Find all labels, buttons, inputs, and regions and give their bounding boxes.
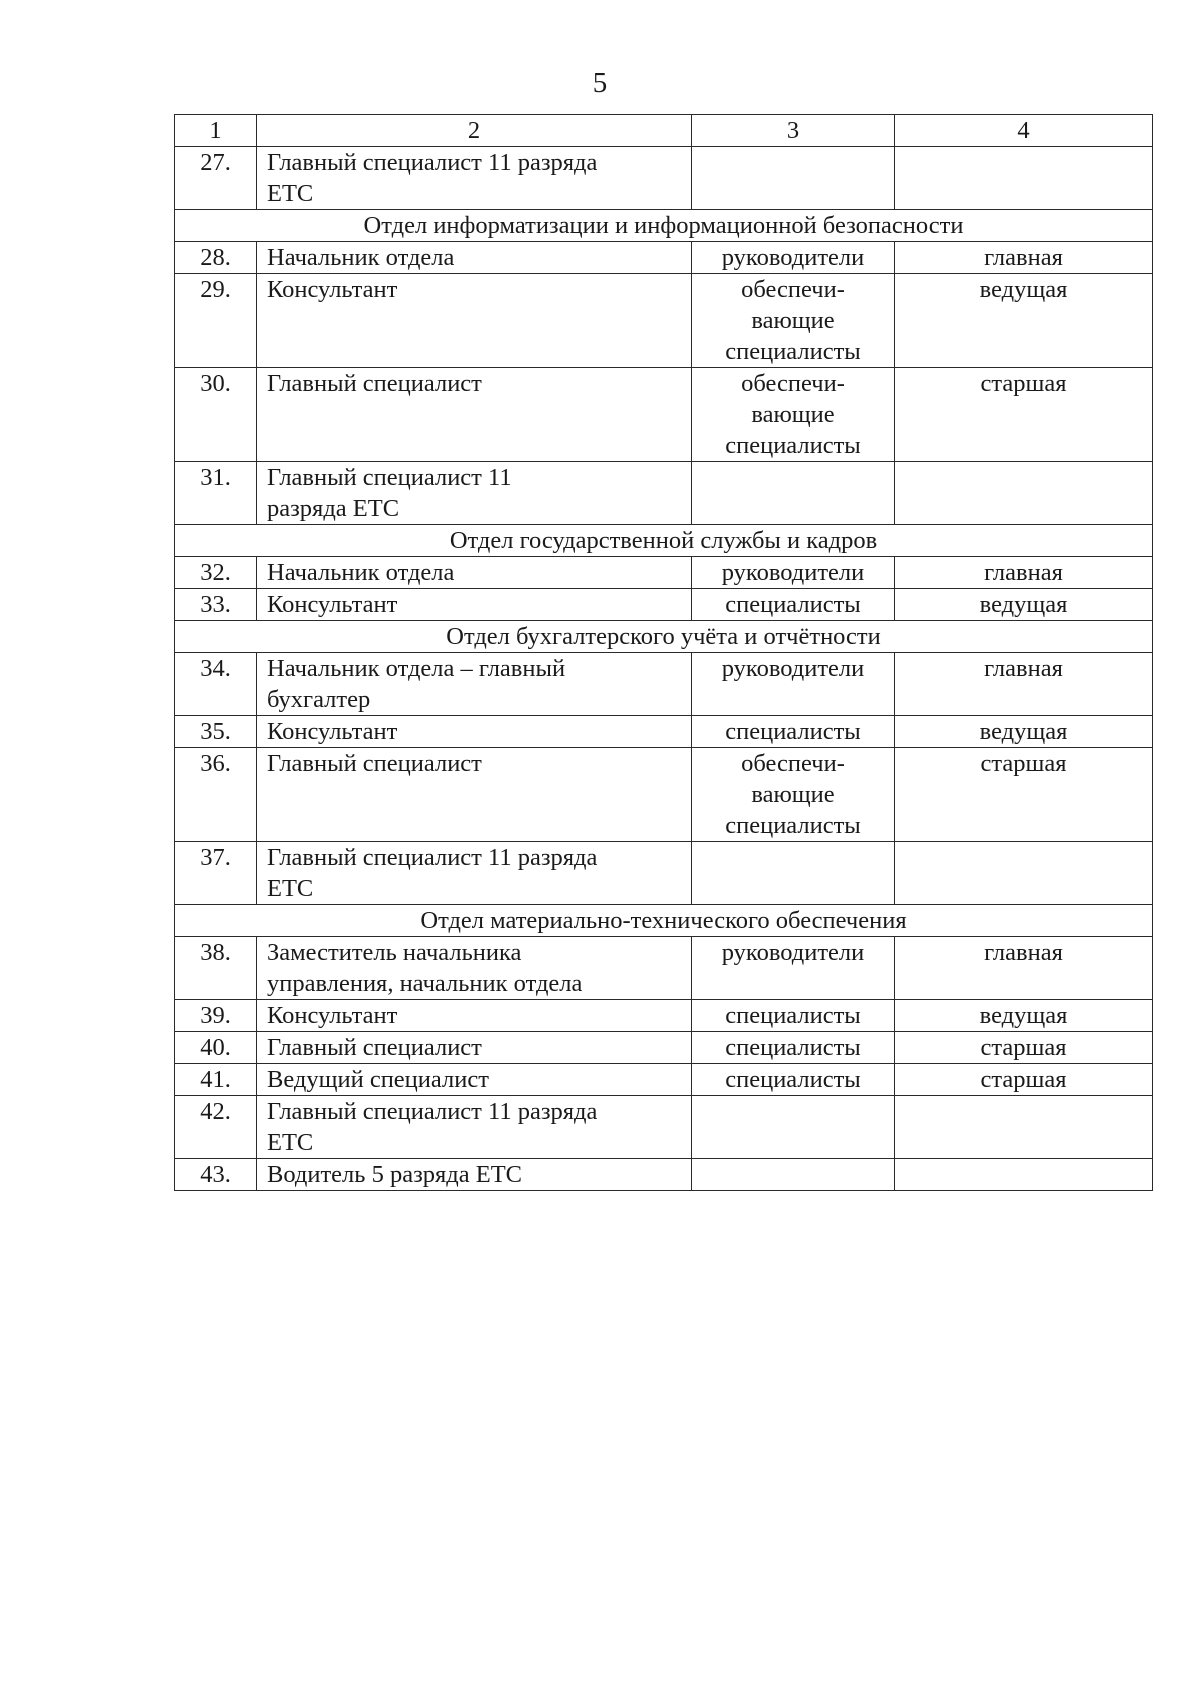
column-number-header-row [175,115,1153,147]
position-group-line: специалисты [725,432,861,459]
table-row [175,937,1153,1000]
position-title-line: Главный специалист [267,370,482,397]
position-title-line: ЕТС [267,875,314,902]
table-row [175,653,1153,716]
position-title [257,653,692,716]
position-title [257,589,692,621]
position-group [692,242,895,274]
position-category [895,842,1153,905]
table-row [175,1032,1153,1064]
position-group [692,274,895,368]
table-row [175,589,1153,621]
position-group [692,557,895,589]
position-category: ведущая [895,1000,1153,1032]
position-title [257,1064,692,1096]
department-section-row [175,210,1153,242]
position-category [895,147,1153,210]
department-title: Отдел бухгалтерского учёта и отчётности [175,621,1153,653]
position-title-line: бухгалтер [267,686,371,713]
position-category: главная [895,242,1153,274]
position-group [692,748,895,842]
position-group-line: специалисты [725,338,861,365]
position-category [895,1096,1153,1159]
position-category: ведущая [895,274,1153,368]
position-group [692,462,895,525]
position-group-line: обеспечи- [741,276,845,303]
row-number: 36. [175,748,257,842]
position-title-line: Консультант [267,591,398,618]
position-group-line: специалисты [725,1002,861,1029]
position-title [257,557,692,589]
position-title [257,368,692,462]
position-group-line: вающие [751,307,835,334]
position-title-line: Ведущий специалист [267,1066,489,1093]
row-number: 29. [175,274,257,368]
row-number: 41. [175,1064,257,1096]
table-row [175,242,1153,274]
table-body [175,115,1153,1191]
row-number: 38. [175,937,257,1000]
row-number: 28. [175,242,257,274]
position-group [692,1159,895,1191]
position-title [257,242,692,274]
position-category: главная [895,653,1153,716]
position-title-line: разряда ЕТС [267,495,400,522]
column-header-1: 1 [175,115,257,147]
position-group-line: вающие [751,781,835,808]
staff-positions-table [174,114,1153,1191]
position-category: главная [895,937,1153,1000]
position-title-line: Заместитель начальника [267,939,522,966]
position-title-line: ЕТС [267,1129,314,1156]
column-header-4: 4 [895,115,1153,147]
position-group-line: обеспечи- [741,750,845,777]
row-number: 35. [175,716,257,748]
position-group [692,1096,895,1159]
table-row [175,368,1153,462]
position-title [257,462,692,525]
position-group-line: специалисты [725,591,861,618]
position-title-line: Консультант [267,276,398,303]
position-title-line: Главный специалист 11 разряда [267,1098,598,1125]
position-title [257,1000,692,1032]
row-number: 33. [175,589,257,621]
position-group [692,147,895,210]
position-title [257,274,692,368]
position-group-line: руководители [721,559,865,586]
department-title: Отдел материально-технического обеспечения [175,905,1153,937]
table-row [175,748,1153,842]
table-row [175,842,1153,905]
position-group [692,653,895,716]
table-row [175,716,1153,748]
position-title-line: Главный специалист [267,1034,482,1061]
position-group-line: руководители [721,655,865,682]
position-title [257,937,692,1000]
position-title [257,147,692,210]
position-group-line: руководители [721,939,865,966]
position-group [692,1000,895,1032]
table-row [175,274,1153,368]
position-group-line: руководители [721,244,865,271]
position-title [257,842,692,905]
department-section-row [175,525,1153,557]
row-number: 34. [175,653,257,716]
position-group [692,368,895,462]
position-title-line: Консультант [267,718,398,745]
position-category: старшая [895,748,1153,842]
row-number: 31. [175,462,257,525]
position-category: старшая [895,1032,1153,1064]
position-title [257,1032,692,1064]
department-title: Отдел государственной службы и кадров [175,525,1153,557]
position-category: ведущая [895,589,1153,621]
department-section-row [175,621,1153,653]
position-group-line: специалисты [725,1066,861,1093]
position-group [692,589,895,621]
position-title [257,1159,692,1191]
row-number: 39. [175,1000,257,1032]
position-title-line: Водитель 5 разряда ЕТС [267,1161,523,1188]
table-row [175,1159,1153,1191]
row-number: 32. [175,557,257,589]
column-header-2: 2 [257,115,692,147]
column-header-3: 3 [692,115,895,147]
position-group-line: специалисты [725,1034,861,1061]
row-number: 27. [175,147,257,210]
position-category [895,462,1153,525]
position-title-line: управления, начальник отдела [267,970,583,997]
row-number: 30. [175,368,257,462]
position-title-line: Начальник отдела [267,244,455,271]
table-row [175,462,1153,525]
position-group-line: специалисты [725,718,861,745]
position-title-line: ЕТС [267,180,314,207]
position-title-line: Главный специалист [267,750,482,777]
position-group [692,937,895,1000]
row-number: 37. [175,842,257,905]
table-row [175,1064,1153,1096]
row-number: 42. [175,1096,257,1159]
position-category: главная [895,557,1153,589]
position-category: старшая [895,368,1153,462]
position-title-line: Главный специалист 11 разряда [267,149,598,176]
position-title-line: Начальник отдела – главный [267,655,566,682]
position-category: ведущая [895,716,1153,748]
position-category: старшая [895,1064,1153,1096]
table-row [175,1096,1153,1159]
row-number: 40. [175,1032,257,1064]
position-group [692,716,895,748]
position-title-line: Начальник отдела [267,559,455,586]
position-group-line: специалисты [725,812,861,839]
table-row [175,1000,1153,1032]
table-row [175,557,1153,589]
position-title-line: Консультант [267,1002,398,1029]
position-title-line: Главный специалист 11 разряда [267,844,598,871]
position-title-line: Главный специалист 11 [267,464,512,491]
position-category [895,1159,1153,1191]
position-group [692,842,895,905]
position-group [692,1032,895,1064]
row-number: 43. [175,1159,257,1191]
position-title [257,748,692,842]
position-group-line: обеспечи- [741,370,845,397]
department-title: Отдел информатизации и информационной безопасности [175,210,1153,242]
position-group-line: вающие [751,401,835,428]
table-row [175,147,1153,210]
position-group [692,1064,895,1096]
department-section-row [175,905,1153,937]
position-title [257,716,692,748]
position-title [257,1096,692,1159]
page-number: 5 [592,67,608,99]
